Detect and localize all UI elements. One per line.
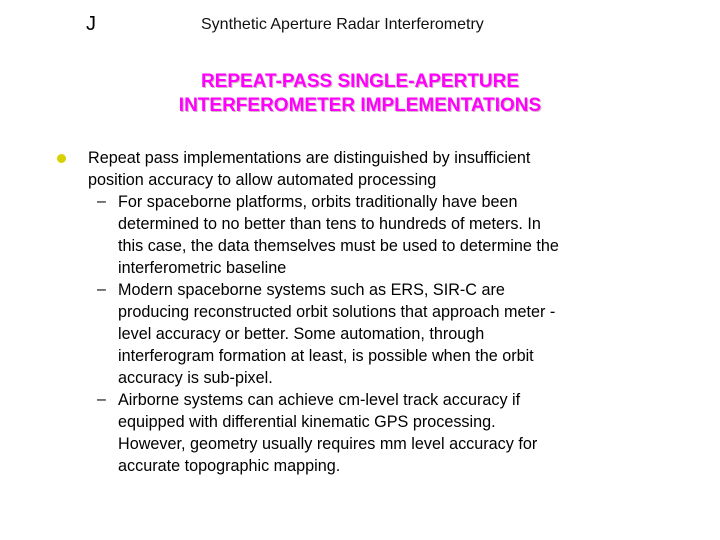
slide-title: [0, 70, 720, 118]
sub-item-line: For spaceborne platforms, orbits traditionally have been: [118, 193, 518, 211]
dash-icon: –: [97, 193, 106, 210]
bullet-text: [88, 147, 648, 191]
sub-item-line: equipped with differential kinematic GPS processing.: [118, 413, 496, 431]
bullet-dot-icon: [57, 154, 66, 163]
slide-title-line: REPEAT-PASS SINGLE-APERTURE: [200, 71, 520, 92]
dash-icon: –: [97, 281, 106, 298]
header-title: Synthetic Aperture Radar Interferometry: [201, 16, 484, 33]
bullet-line: position accuracy to allow automated processing: [88, 171, 437, 189]
sub-item-text: [118, 191, 678, 279]
sub-item-line: interferometric baseline: [118, 259, 287, 277]
bullet-line: Repeat pass implementations are distinguished by insufficient: [88, 149, 531, 167]
sub-item-line: accurate topographic mapping.: [118, 457, 341, 475]
sub-item-text: [118, 389, 678, 477]
sub-item-line: Modern spaceborne systems such as ERS, SIR-C are: [118, 281, 505, 299]
sub-item-line: interferogram formation at least, is possible when the orbit: [118, 347, 534, 365]
sub-item-line: producing reconstructed orbit solutions that approach meter -: [118, 303, 556, 321]
sub-item-line: However, geometry usually requires mm level accuracy for: [118, 435, 538, 453]
sub-item-text: [118, 279, 678, 389]
sub-item-line: level accuracy or better. Some automation, through: [118, 325, 485, 343]
dash-icon: –: [97, 391, 106, 408]
header-mark: J: [86, 13, 96, 35]
sub-item-line: this case, the data themselves must be used to determine the: [118, 237, 559, 255]
sub-item-line: determined to no better than tens to hundreds of meters. In: [118, 215, 541, 233]
sub-item-line: Airborne systems can achieve cm-level track accuracy if: [118, 391, 521, 409]
slide-title-line: INTERFEROMETER IMPLEMENTATIONS: [178, 95, 542, 116]
sub-item-line: accuracy is sub-pixel.: [118, 369, 273, 387]
